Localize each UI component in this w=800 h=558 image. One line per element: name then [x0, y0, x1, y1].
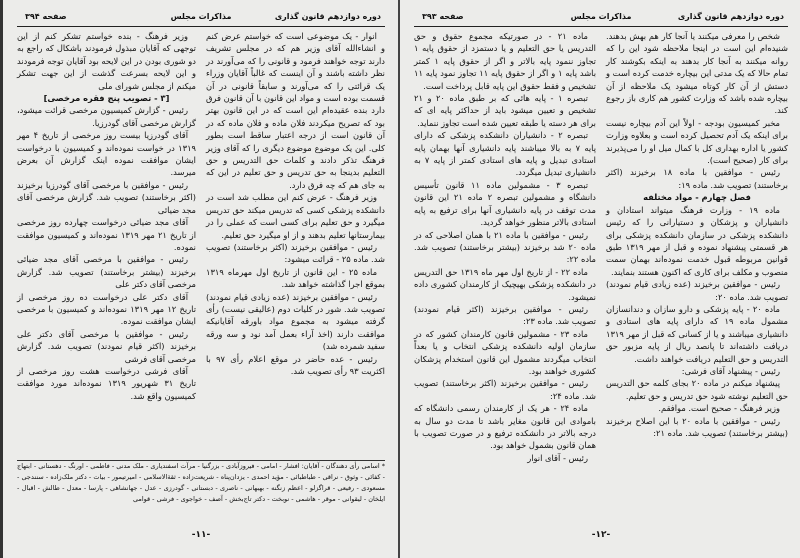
paragraph: رئیس - موافقین برخیزند (اکثر قیام نمودند) تصویب شد. ماده ۲۳:	[414, 303, 596, 327]
footnote: * اسامی رأی دهندگان - آقایان: افشار - امامی - فیروزآبادی - بزرگنیا - مرآت اسفندیاری - ملک مدنی - فاطمی - اورنگ - دهستانی - ابتهاج - کفائی - وثوق - نراقی - طباطبائی - مؤید احمدی - یزدان‌پناه - شریعت‌زاده - ثقة‌الاسلامی - امیرتیمور - بیات - دکتر ملک‌زاده - سنندجی - مسعودی - رفیعی - قراگزلو - اعظم زنگنه - بهبهانی - ناصری - دبستانی - گودرزی - عدل - جهانشاهی - پارسا - معدل - طالش - اقبال - ایلخان - لیقوانی - موقر - هاشمی - نوبخت - دکتر تاج‌بخش - آصف - خواجوی - فرشی - قوامی	[17, 462, 385, 503]
paragraph: ماده ۲۵ - این قانون از تاریخ اول مهرماه ۱۳۱۹ بموقع اجرا گذاشته خواهد شد.	[206, 266, 385, 290]
paragraph: تبصره ۱ - پایه هائی که بر طبق ماده ۲۰ و ۲۱ تشخیص و تعیین میشود باید از حداکثر پایه ای که برای هر دسته یا طبقه تعیین شده است تجاوز ننماید.	[414, 93, 596, 128]
section-heading: [۳ - تصویب پنج فقره مرخصی]	[43, 93, 170, 104]
paragraph: ماده ۲۱ - در صورتیکه مجموع حقوق و حق التدریس یا حق التعلیم و یا دستمزد از حقوق پایه ۱ تجاوز ننمود پایه بالاتر و اگر از حقوق پایه ۱ کمتر باشد پایه ۱ و اگر از حقوق پایه ۱۱ تجاوز نمود پایه ۱۱ تشخیص و فقط حقوق این پایه قابل پرداخت است.	[414, 31, 597, 91]
paragraph: مخبر کمیسیون بودجه - اولاً این آدم بیچاره نیست برای اینکه یک آدم تحصیل کرده است و بعلاوه وزارت کشور یا اداره بهداری کل با کمال میل او را می‌پذیرند برای کار (صحیح است).	[606, 117, 788, 166]
paragraph: رئیس - گزارش کمیسیون مرخصی قرائت میشود، گزارش مرخصی آقای گودرزیا.	[17, 105, 196, 128]
paragraph: وزیر فرهنگ - صحیح است. موافقم.	[658, 403, 780, 414]
paragraph: رئیس - عده حاضر در موقع اعلام رأی ۹۷ با اکثریت ۹۳ رأی تصویب شد.	[206, 353, 385, 376]
paragraph: ماده ۲۳ - مشمولین قانون کارمندان کشور که در سازمان اولیه دانشکده پزشکی انتخاب و یا بعداً انتخاب میگردند مشمول این قانون استخدام پزشکان کشوری خواهند بود.	[414, 328, 596, 376]
paragraph: آقای فرشی درخواست هشت روز مرخصی از تاریخ ۳۱ شهریور ۱۳۱۹ نموده‌اند مورد موافقت کمیسیون واقع شد.	[17, 365, 197, 401]
paragraph: ماده ۱۹ - وزارت فرهنگ میتواند استادان و دانشیاران و پزشکان و دستیارانی را که رئیس دانشکده پزشکی در سازمان دانشکده پزشکی برای هر قسمتی پیشنهاد نموده و قبل از مهر ۱۳۱۹ طبق قوانین مربوطه قبول خدمت نموده‌اند بهمان سمت منصوب و مکلف برای کاری که اکنون هستند بنمایند.	[606, 204, 788, 277]
paragraph: ماده ۲۰ - پایه پزشکی و دارو سازان و دندانسازان مشمول ماده ۱۹ که دارای پایه های استادی و دانشیاری میباشند و یا از کسانی که قبل از مهر ۱۳۱۹ دریافت داشته‌اند تا پانصد ریال از پایه مزبور حق التدریس و حق التعلیم دریافت خواهند داشت.	[606, 303, 788, 364]
running-title: مذاکرات مجلس	[170, 12, 232, 21]
paragraph: تبصره ۳ - مشمولین ماده ۱۱ قانون تأسیس دانشگاه و مشمولین تبصره ۲ ماده ۲۱ این قانون مدت توقف در پایه دانشیاری آنها برای ترفیع به پایه استادی بالاتر منظور خواهد گردید.	[414, 179, 597, 228]
page-label: صفحه ۳۹۳	[422, 12, 464, 21]
column-right	[206, 30, 385, 402]
right-page	[398, 0, 800, 558]
section-heading: فصل چهارم - مواد مختلفه	[643, 192, 751, 203]
session-title: دوره دوازدهم قانون گذاری	[677, 12, 784, 21]
paragraph: رئیس - موافقین با مرخصی آقای مجد ضیائی برخیزند (بیشتر برخاستند) تصویب شد. گزارش مرخصی آقای دکتر علی	[17, 254, 196, 290]
running-title: مذاکرات مجلس	[570, 12, 632, 21]
paragraph: وزیر فرهنگ - بنده خواستم تشکر کنم از این توجهی که آقایان مبذول فرمودند باشکال که راجع به دو شوری بودن در این لایحه بود آقایان توجه فرمودند و این لایحه بسرعت گذشت از این جهت تشکر میکنم از مجلس شورای ملی	[17, 31, 196, 91]
paragraph: رئیس - موافقین برخیزند (اکثر برخاستند) تصویب شد. ماده ۲۴:	[414, 378, 596, 401]
paragraph: رئیس - موافقین با مرخصی آقای دکتر علی برخیزند (اکثر قیام نمودند) تصویب شد. گزارش مرخصی آقای فرشی	[17, 328, 196, 364]
paragraph: رئیس - موافقین برخیزند (اکثر برخاستند) تصویب شد. ماده ۲۵ - قرائت میشود:	[206, 241, 385, 265]
page-header	[17, 12, 385, 27]
paragraph: رئیس - پیشنهاد آقای فرشی:	[681, 365, 780, 376]
paragraph: انوار - یک موضوعی است که خواستم عرض کنم و انشاءالله آقای وزیر هم که در مجلس تشریف دارند توجه خواهند فرمود و قانونی را که می‌آورند در نظر داشته باشند و آن اینست که غالباً آقایان وزراء یک قرائتی را که می‌آورند و سابقاً قانونی در آن قسمت بوده است و مواد این قانون با آن قانون فرق دارد بنده عقیده‌ام این است که در این قانون بهتر بود که تصریح میکردند فلان ماده و فلان ماده که در آن قانون است از درجه اعتبار ساقط است بطور کلی. این یک موضوع موضوع دیگری را که آقای وزیر فرهنگ تذکر دادند و کلمات حق التدریس و حق التعلیم بدینجا به حق تدریس و حق تعلیم در این که به جای هم که چه فرق دارد.	[206, 31, 385, 190]
column-right	[606, 30, 788, 464]
paragraph: رئیس - موافقین برخیزند (عده زیادی قیام نمودند) تصویب شد. ماده ۲۰:	[606, 279, 788, 302]
paragraph: رئیس - موافقین با ماده ۱۸ برخیزند (اکثر برخاستند) تصویب شد. ماده ۱۹:	[606, 167, 788, 190]
paragraph: رئیس - موافقین با ماده ۲۱ با همان اصلاحی که در ماده ۲۰ شد برخیزند (بیشتر برخاستند) تصویب شد. ماده ۲۲:	[414, 229, 597, 265]
page-number: -۱۲-	[591, 530, 611, 540]
paragraph: ماده ۲۲ - از تاریخ اول مهر ماه ۱۳۱۹ حق التدریس در دانشکده پزشکی بهیچیک از کارمندان کشوری داده نمیشود.	[414, 266, 596, 302]
left-page	[0, 0, 399, 558]
paragraph: آقای مجد ضیائی درخواست چهارده روز مرخصی از تاریخ ۲۱ مهر ۱۳۱۹ نموده‌اند و کمیسیون موافقت نموده.	[17, 217, 196, 252]
page-label: صفحه ۳۹۴	[25, 12, 67, 21]
paragraph: ماده ۲۴ - هر یک از کارمندان رسمی دانشگاه که باموادی این قانون مغایر باشد تا مدت دو سال به درجه بالاتر در دانشکده ترفیع و در صورت تصویب با همان قانون بشمول خواهد بود.	[414, 403, 596, 451]
session-title: دوره دوازدهم قانون گذاری	[274, 12, 381, 21]
paragraph: رئیس - موافقین با ماده ۲۰ با این اصلاح برخیزند (بیشتر برخاستند) تصویب شد. ماده ۲۱:	[606, 415, 788, 438]
paragraph: پیشنهاد میکنم در ماده ۲۰ بجای کلمه حق التدریس حق التعلیم نوشته شود حق تدریس و حق تعلیم.	[606, 378, 788, 401]
column-left	[414, 30, 596, 464]
column-left	[17, 30, 196, 402]
paragraph: رئیس - آقای انوار	[527, 452, 588, 463]
paragraph: تبصره ۲ - دانشیاران دانشکده پزشکی که دارای پایه ۷ به بالا میباشند پایه دانشیاری آنها بهمان پایه استادی تبدیل و پایه های استادی کمتر از پایه ۷ به دانشیاری تبدیل میگردد.	[414, 130, 597, 178]
paragraph: رئیس - موافقین برخیزند (عده زیادی قیام نمودند) تصویب شد. شور در کلیات دوم (عالیقی نیست) رأی گرفته میشود به مجموع مواد باورقه آقایانیکه موافقت دارند (اخذ آراء بعمل آمد نود و سه ورقه سفید شمرده شد)	[206, 291, 385, 352]
paragraph: آقای گودرزیا بیست روز مرخصی از تاریخ ۴ مهر ۱۳۱۹ در خواست نموده‌اند و کمیسیون با درخواست ایشان موافقت نموده اینک گزارش آن بعرض میرسد.	[17, 130, 196, 178]
paragraph: رئیس - موافقین با مرخصی آقای گودرزیا برخیزند (اکثر برخاستند) تصویب شد. گزارش مرخصی آقای مجد ضیائی	[17, 179, 196, 215]
paragraph: وزیر فرهنگ - عرض کنم این مطلب شد است در دانشکده پزشکی کسی که تدریس میکند حق تدریس میگیرد و حق تعلیم برای کسی است که عملی را در بیمارستانها تعلیم بدهند و از او میگیرد حق تعلیم.	[206, 192, 385, 240]
page-header	[414, 12, 788, 27]
paragraph: شخص را معرفی میکنند یا آنجا کار هم بهش بدهند. شنیده‌ام این است در اینجا ملاحظه شود این را که روانه میکنند به آنجا کار بدهند به اینکه بکوشند کار تمام حالا که یک مدتی این بیچاره خدمت کرده است و دستش از آن کار کوتاه میشود یک ملاحظه از آن بیچاره شده باشد که وزارت کشور هم کاری باز رجوع کند.	[606, 31, 788, 116]
paragraph: آقای دکتر علی درخواست ده روز مرخصی از تاریخ ۱۲ مهر ۱۳۱۹ نموده‌اند و کمیسیون با مرخصی ایشان موافقت نموده.	[17, 291, 197, 327]
page-number: -۱۱-	[191, 530, 211, 540]
